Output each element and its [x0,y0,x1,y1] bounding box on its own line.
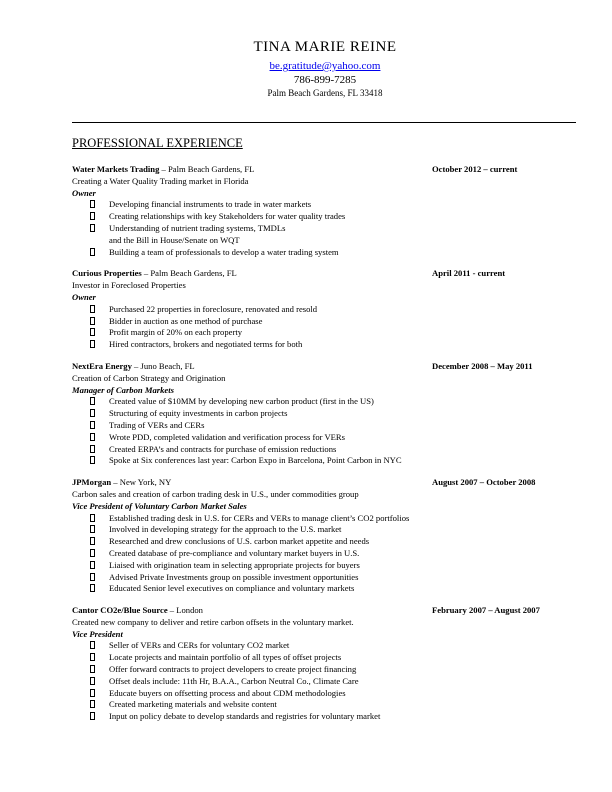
bullet-text: Hired contractors, brokers and negotiated terms for both [109,339,303,350]
bullet-text: Created value of $10MM by developing new carbon product (first in the US) [109,396,374,407]
bullet-text: Involved in developing strategy for the approach to the U.S. market [109,524,342,535]
company-name: NextEra Energy [72,360,132,371]
bullet-item [72,688,576,700]
bullet-text: Trading of VERs and CERs [109,419,205,430]
job-bullets [72,513,576,596]
job-header [72,361,576,373]
bullet-icon [90,317,95,325]
job-header [72,605,576,617]
bullet-text: Spoke at Six conferences last year: Carbon Expo in Barcelona, Point Carbon in NYC [109,455,402,466]
job-summary: Investor in Foreclosed Properties [72,280,186,291]
bullet-text: Liaised with origination team in selecting appropriate projects for buyers [109,559,360,570]
bullet-icon [90,514,95,522]
email-link[interactable]: be.gratitude@yahoo.com [269,60,381,72]
bullet-text: Locate projects and maintain portfolio of all types of offset projects [109,652,342,663]
job-entry [72,477,576,595]
job-role: Vice President [72,628,123,639]
bullet-icon [90,328,95,336]
job-company-line [72,268,432,280]
job-summary: Carbon sales and creation of carbon trading desk in U.S., under commodities group [72,488,359,499]
bullet-item [72,513,576,525]
bullet-text: Understanding of nutrient trading systems, TMDLs [109,222,286,233]
bullet-icon [90,409,95,417]
bullet-text: Creating relationships with key Stakeholders for water quality trades [109,211,346,222]
bullet-icon [90,340,95,348]
bullet-icon [90,689,95,697]
job-dates: December 2008 – May 2011 [432,360,533,371]
bullet-item [72,223,576,235]
bullet-text: Developing financial instruments to trade in water markets [109,199,312,210]
bullet-item [72,408,576,420]
bullet-icon [90,712,95,720]
company-name: Cantor CO2e/Blue Source [72,605,168,616]
bullet-item [72,640,576,652]
bullet-icon [90,641,95,649]
address: Palm Beach Gardens, FL 33418 [267,88,383,98]
candidate-name: TINA MARIE REINE [253,39,397,55]
bullet-item [72,524,576,536]
job-dates: October 2012 – current [432,164,518,174]
company-location: – Palm Beach Gardens, FL [141,268,237,279]
bullet-item [72,327,576,339]
job-summary: Created new company to deliver and retire carbon offsets in the voluntary market. [72,616,354,627]
bullet-icon [90,700,95,708]
job-role: Owner [72,187,96,198]
bullet-icon [90,305,95,313]
job-entry [72,605,576,723]
bullet-icon [90,421,95,429]
bullet-text: Structuring of equity investments in carbon projects [109,408,288,419]
job-dates: August 2007 – October 2008 [432,477,536,488]
bullet-icon [90,573,95,581]
job-bullets [72,640,576,723]
bullet-text: Purchased 22 properties in foreclosure, renovated and resold [109,303,318,314]
job-dates: February 2007 – August 2007 [432,605,540,616]
job-bullets [72,396,576,467]
company-name: Curious Properties [72,268,142,279]
job-bullets [72,304,576,351]
bullet-item [72,676,576,688]
bullet-icon [90,584,95,592]
bullet-text: Seller of VERs and CERs for voluntary CO2 market [109,640,290,651]
bullet-icon [90,525,95,533]
experience-list [72,164,576,733]
bullet-item [72,247,576,259]
bullet-item [72,455,576,467]
bullet-icon [90,653,95,661]
job-role: Manager of Carbon Markets [72,384,174,395]
bullet-continuation [72,235,576,247]
bullet-icon [90,433,95,441]
header-divider [72,122,576,123]
job-company-line [72,164,432,176]
bullet-icon [90,397,95,405]
bullet-icon [90,537,95,545]
bullet-text: Input on policy debate to develop standards and registries for voluntary market [109,711,381,722]
bullet-text: Bidder in auction as one method of purchase [109,315,263,326]
job-dates: April 2011 - current [432,268,506,279]
job-summary: Creating a Water Quality Trading market in Florida [72,175,249,186]
job-header [72,164,576,176]
job-role: Vice President of Voluntary Carbon Market Sales [72,500,247,511]
bullet-item [72,304,576,316]
bullet-item [72,699,576,711]
bullet-text: Educate buyers on offsetting process and about CDM methodologies [109,687,346,698]
bullet-item [72,396,576,408]
job-entry [72,361,576,467]
bullet-icon [90,665,95,673]
bullet-item [72,420,576,432]
bullet-item [72,560,576,572]
company-location: – Palm Beach Gardens, FL [159,164,255,174]
job-summary: Creation of Carbon Strategy and Origination [72,372,226,383]
bullet-text: and the Bill in House/Senate on WQT [109,234,240,245]
bullet-item [72,548,576,560]
company-name: JPMorgan [72,477,112,488]
bullet-item [72,444,576,456]
bullet-text: Building a team of professionals to develop a water trading system [109,246,339,257]
bullet-item [72,339,576,351]
phone-number: 786-899-7285 [293,74,357,86]
bullet-item [72,316,576,328]
bullet-icon [90,561,95,569]
job-company-line [72,605,432,617]
job-entry [72,164,576,258]
bullet-text: Created ERPA’s and contracts for purchase of emission reductions [109,443,337,454]
bullet-icon [90,445,95,453]
bullet-icon [90,549,95,557]
bullet-icon [90,212,95,220]
bullet-icon [90,200,95,208]
email-line [0,56,612,74]
job-bullets [72,199,576,258]
bullet-icon [90,677,95,685]
bullet-text: Advised Private Investments group on possible investment opportunities [109,571,359,582]
bullet-text: Wrote PDD, completed validation and verification process for VERs [109,431,346,442]
bullet-text: Profit margin of 20% on each property [109,327,243,338]
bullet-item [72,199,576,211]
bullet-item [72,664,576,676]
bullet-item [72,652,576,664]
bullet-text: Offer forward contracts to project developers to create project financing [109,664,357,675]
bullet-icon [90,248,95,256]
job-header [72,268,576,280]
bullet-text: Educated Senior level executives on compliance and voluntary markets [109,583,355,594]
job-role: Owner [72,291,96,302]
bullet-icon [90,224,95,232]
company-location: – London [167,605,203,616]
bullet-item [72,432,576,444]
resume-header [0,38,612,99]
company-location: – New York, NY [111,477,172,488]
company-name: Water Markets Trading [72,164,160,174]
bullet-text: Researched and drew conclusions of U.S. carbon market appetite and needs [109,536,370,547]
bullet-text: Established trading desk in U.S. for CERs and VERs to manage client’s CO2 portfolios [109,512,410,523]
bullet-item [72,211,576,223]
bullet-text: Created database of pre-compliance and voluntary market buyers in U.S. [109,547,360,558]
job-header [72,477,576,489]
company-location: – Juno Beach, FL [131,360,195,371]
bullet-icon [90,456,95,464]
bullet-item [72,536,576,548]
bullet-item [72,583,576,595]
bullet-text: Offset deals include: 11th Hr, B.A.A., Carbon Neutral Co., Climate Care [109,675,359,686]
bullet-text: Created marketing materials and website content [109,699,277,710]
bullet-item [72,572,576,584]
section-title: PROFESSIONAL EXPERIENCE [72,136,243,150]
bullet-item [72,711,576,723]
job-entry [72,268,576,351]
job-company-line [72,361,432,373]
job-company-line [72,477,432,489]
